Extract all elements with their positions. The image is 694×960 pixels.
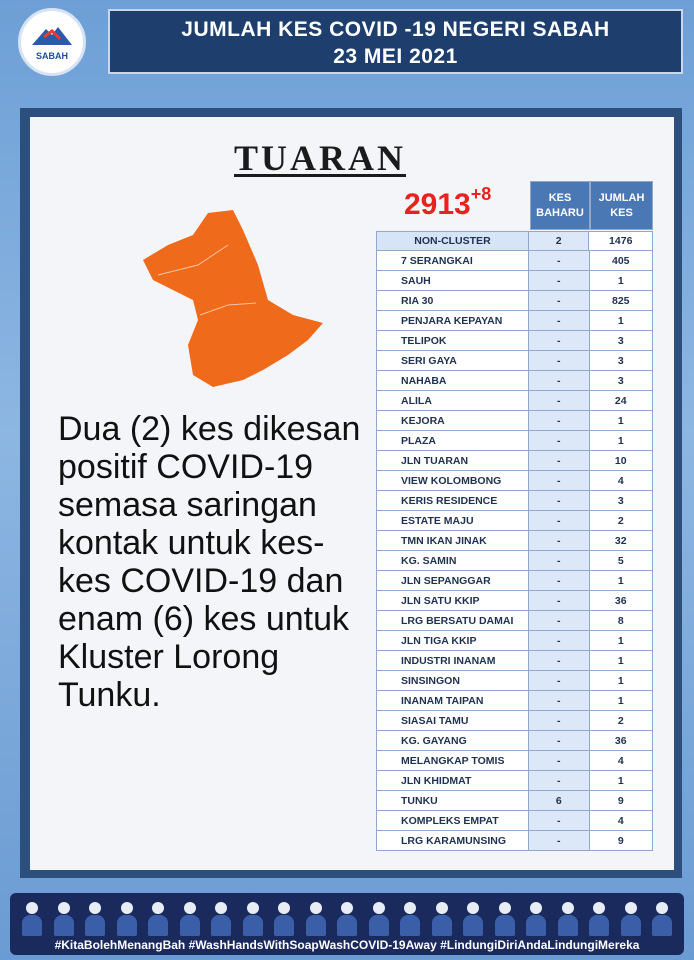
person-icon bbox=[243, 902, 263, 936]
tuaran-map bbox=[138, 205, 328, 390]
table-row bbox=[376, 811, 653, 831]
row-name: SIASAI TAMU bbox=[376, 711, 529, 731]
row-total-cases: 10 bbox=[590, 451, 654, 471]
row-new-cases: 6 bbox=[529, 791, 590, 811]
person-icon bbox=[274, 902, 294, 936]
row-new-cases: - bbox=[529, 451, 590, 471]
row-total-cases: 1 bbox=[590, 631, 654, 651]
footer-hashtags: #KitaBolehMenangBah #WashHandsWithSoapWashCOVID-19Away #LindungiDiriAndaLindungiMereka bbox=[54, 938, 640, 952]
table-row bbox=[376, 431, 653, 451]
row-name: JLN KHIDMAT bbox=[376, 771, 529, 791]
row-new-cases: - bbox=[529, 811, 590, 831]
row-name: JLN TIGA KKIP bbox=[376, 631, 529, 651]
person-icon bbox=[180, 902, 200, 936]
row-new-cases: - bbox=[529, 731, 590, 751]
person-icon bbox=[463, 902, 483, 936]
row-new-cases: - bbox=[529, 291, 590, 311]
row-total-cases: 8 bbox=[590, 611, 654, 631]
row-new-cases: - bbox=[529, 691, 590, 711]
row-name: LRG KARAMUNSING bbox=[376, 831, 529, 851]
person-icon bbox=[400, 902, 420, 936]
table-row bbox=[376, 831, 653, 851]
row-new-cases: - bbox=[529, 491, 590, 511]
table-row bbox=[376, 291, 653, 311]
row-name: VIEW KOLOMBONG bbox=[376, 471, 529, 491]
table-row bbox=[376, 371, 653, 391]
row-total-cases: 1 bbox=[590, 411, 654, 431]
row-new-cases: - bbox=[529, 271, 590, 291]
row-new-cases: - bbox=[529, 771, 590, 791]
row-total-cases: 1 bbox=[590, 571, 654, 591]
logo-text: SABAH bbox=[35, 51, 68, 61]
total-cases-increment: +8 bbox=[470, 184, 492, 204]
row-name: PLAZA bbox=[376, 431, 529, 451]
row-name: ALILA bbox=[376, 391, 529, 411]
row-total-cases: 4 bbox=[590, 471, 654, 491]
person-icon bbox=[117, 902, 137, 936]
table-row bbox=[376, 411, 653, 431]
row-total-cases: 405 bbox=[590, 251, 654, 271]
person-icon bbox=[589, 902, 609, 936]
total-cases bbox=[404, 184, 492, 222]
row-new-cases: - bbox=[529, 251, 590, 271]
row-total-cases: 1 bbox=[590, 671, 654, 691]
mountain-icon bbox=[30, 23, 74, 49]
row-new-cases: - bbox=[529, 411, 590, 431]
frontliner-figures bbox=[22, 898, 672, 936]
row-total-cases: 1 bbox=[590, 431, 654, 451]
row-total-cases: 32 bbox=[590, 531, 654, 551]
row-total-cases: 3 bbox=[590, 351, 654, 371]
row-new-cases: - bbox=[529, 391, 590, 411]
sabah-logo bbox=[18, 8, 86, 76]
row-total-cases: 1 bbox=[590, 771, 654, 791]
row-total-cases: 825 bbox=[590, 291, 654, 311]
row-total-cases: 3 bbox=[590, 371, 654, 391]
row-name: TELIPOK bbox=[376, 331, 529, 351]
row-total-cases: 4 bbox=[590, 751, 654, 771]
total-cases-value: 2913 bbox=[404, 188, 471, 221]
row-name: KERIS RESIDENCE bbox=[376, 491, 529, 511]
row-new-cases: - bbox=[529, 471, 590, 491]
row-new-cases: - bbox=[529, 311, 590, 331]
person-icon bbox=[652, 902, 672, 936]
row-total-cases: 1 bbox=[590, 311, 654, 331]
table-row bbox=[376, 631, 653, 651]
person-icon bbox=[306, 902, 326, 936]
row-total-cases: 3 bbox=[590, 491, 654, 511]
table-row bbox=[376, 511, 653, 531]
row-total-cases: 3 bbox=[590, 331, 654, 351]
row-total-cases: 1 bbox=[590, 691, 654, 711]
row-total-cases: 9 bbox=[590, 831, 654, 851]
row-new-cases: - bbox=[529, 651, 590, 671]
row-total-cases: 36 bbox=[590, 731, 654, 751]
table-row bbox=[376, 451, 653, 471]
row-name: 7 SERANGKAI bbox=[376, 251, 529, 271]
row-name: ESTATE MAJU bbox=[376, 511, 529, 531]
row-name: KG. GAYANG bbox=[376, 731, 529, 751]
table-row bbox=[376, 611, 653, 631]
page-header bbox=[108, 9, 683, 74]
table-row bbox=[376, 671, 653, 691]
row-total-cases: 24 bbox=[590, 391, 654, 411]
row-name: SAUH bbox=[376, 271, 529, 291]
table-row bbox=[376, 391, 653, 411]
table-row bbox=[376, 331, 653, 351]
row-name: NON-CLUSTER bbox=[376, 231, 529, 251]
district-title: TUARAN bbox=[234, 138, 407, 178]
row-name: KEJORA bbox=[376, 411, 529, 431]
row-name: JLN SATU KKIP bbox=[376, 591, 529, 611]
table-row bbox=[376, 691, 653, 711]
row-name: TMN IKAN JINAK bbox=[376, 531, 529, 551]
non-cluster-row bbox=[376, 231, 653, 251]
table-row bbox=[376, 491, 653, 511]
row-name: INDUSTRI INANAM bbox=[376, 651, 529, 671]
row-new-cases: 2 bbox=[529, 231, 590, 251]
row-total-cases: 1 bbox=[590, 651, 654, 671]
row-name: JLN TUARAN bbox=[376, 451, 529, 471]
row-total-cases: 1476 bbox=[589, 231, 653, 251]
row-name: KG. SAMIN bbox=[376, 551, 529, 571]
table-row bbox=[376, 731, 653, 751]
column-header-new: KES BAHARU bbox=[530, 181, 590, 230]
row-new-cases: - bbox=[529, 571, 590, 591]
row-name: PENJARA KEPAYAN bbox=[376, 311, 529, 331]
row-name: KOMPLEKS EMPAT bbox=[376, 811, 529, 831]
person-icon bbox=[558, 902, 578, 936]
row-name: LRG BERSATU DAMAI bbox=[376, 611, 529, 631]
row-new-cases: - bbox=[529, 751, 590, 771]
header-title: JUMLAH KES COVID -19 NEGERI SABAH bbox=[181, 18, 610, 41]
table-row bbox=[376, 531, 653, 551]
table-row bbox=[376, 771, 653, 791]
row-new-cases: - bbox=[529, 671, 590, 691]
row-total-cases: 5 bbox=[590, 551, 654, 571]
row-name: MELANGKAP TOMIS bbox=[376, 751, 529, 771]
table-row bbox=[376, 311, 653, 331]
table-row bbox=[376, 351, 653, 371]
table-row bbox=[376, 751, 653, 771]
person-icon bbox=[211, 902, 231, 936]
row-new-cases: - bbox=[529, 431, 590, 451]
table-row bbox=[376, 471, 653, 491]
row-total-cases: 1 bbox=[590, 271, 654, 291]
person-icon bbox=[85, 902, 105, 936]
table-row bbox=[376, 551, 653, 571]
row-new-cases: - bbox=[529, 371, 590, 391]
row-total-cases: 9 bbox=[590, 791, 654, 811]
table-row bbox=[376, 571, 653, 591]
row-total-cases: 2 bbox=[590, 711, 654, 731]
row-name: INANAM TAIPAN bbox=[376, 691, 529, 711]
table-row bbox=[376, 271, 653, 291]
row-new-cases: - bbox=[529, 711, 590, 731]
table-row bbox=[376, 791, 653, 811]
row-new-cases: - bbox=[529, 511, 590, 531]
row-total-cases: 36 bbox=[590, 591, 654, 611]
table-row bbox=[376, 711, 653, 731]
row-new-cases: - bbox=[529, 831, 590, 851]
description-text: Dua (2) kes dikesan positif COVID-19 semasa saringan kontak untuk kes-kes COVID-19 dan enam (6) kes untuk Kluster Lorong Tunku. bbox=[58, 410, 361, 714]
row-name: JLN SEPANGGAR bbox=[376, 571, 529, 591]
header-date: 23 MEI 2021 bbox=[333, 45, 458, 68]
row-name: TUNKU bbox=[376, 791, 529, 811]
row-name: NAHABA bbox=[376, 371, 529, 391]
person-icon bbox=[148, 902, 168, 936]
person-icon bbox=[495, 902, 515, 936]
row-name: SINSINGON bbox=[376, 671, 529, 691]
row-new-cases: - bbox=[529, 631, 590, 651]
person-icon bbox=[369, 902, 389, 936]
person-icon bbox=[621, 902, 641, 936]
row-new-cases: - bbox=[529, 331, 590, 351]
row-new-cases: - bbox=[529, 591, 590, 611]
row-total-cases: 2 bbox=[590, 511, 654, 531]
row-total-cases: 4 bbox=[590, 811, 654, 831]
person-icon bbox=[22, 902, 42, 936]
person-icon bbox=[432, 902, 452, 936]
person-icon bbox=[54, 902, 74, 936]
row-new-cases: - bbox=[529, 531, 590, 551]
row-name: SERI GAYA bbox=[376, 351, 529, 371]
table-row bbox=[376, 251, 653, 271]
row-new-cases: - bbox=[529, 351, 590, 371]
person-icon bbox=[337, 902, 357, 936]
table-row bbox=[376, 651, 653, 671]
table-row bbox=[376, 591, 653, 611]
row-new-cases: - bbox=[529, 611, 590, 631]
row-new-cases: - bbox=[529, 551, 590, 571]
person-icon bbox=[526, 902, 546, 936]
column-header-total: JUMLAH KES bbox=[590, 181, 653, 230]
row-name: RIA 30 bbox=[376, 291, 529, 311]
